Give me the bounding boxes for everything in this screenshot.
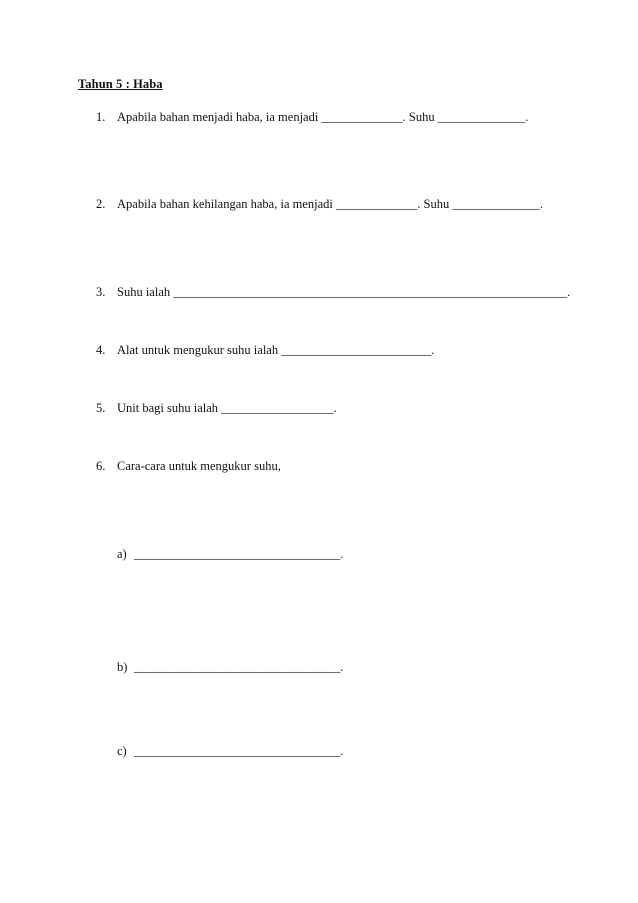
question-1 [96, 110, 528, 125]
question-text: Apabila bahan kehilangan haba, ia menjadi _____________. Suhu ______________. [117, 197, 543, 211]
question-number: 2. [96, 197, 106, 211]
question-number: 4. [96, 343, 106, 357]
sub-item-letter: a) [117, 547, 127, 561]
worksheet-title: Tahun 5 : Haba [78, 77, 163, 91]
question-6 [96, 459, 281, 474]
question-text: Apabila bahan menjadi haba, ia menjadi _____________. Suhu ______________. [117, 110, 529, 124]
question-number: 5. [96, 401, 106, 415]
question-5 [96, 401, 337, 416]
question-text: Suhu ialah _______________________________________________________________. [117, 285, 571, 299]
sub-item-text: _________________________________. [134, 744, 344, 758]
question-2 [96, 197, 543, 212]
question-text: Cara-cara untuk mengukur suhu, [117, 459, 281, 473]
question-number: 3. [96, 285, 106, 299]
question-text: Alat untuk mengukur suhu ialah ________________________. [117, 343, 435, 357]
sub-item-letter: c) [117, 744, 127, 758]
question-number: 1. [96, 110, 106, 124]
sub-item-c [117, 744, 343, 759]
question-text: Unit bagi suhu ialah __________________. [117, 401, 337, 415]
sub-item-text: _________________________________. [134, 660, 344, 674]
sub-item-text: _________________________________. [134, 547, 344, 561]
sub-item-b [117, 660, 343, 675]
sub-item-letter: b) [117, 660, 128, 674]
question-4 [96, 343, 434, 358]
question-3 [96, 285, 570, 300]
question-number: 6. [96, 459, 106, 473]
sub-item-a [117, 547, 343, 562]
